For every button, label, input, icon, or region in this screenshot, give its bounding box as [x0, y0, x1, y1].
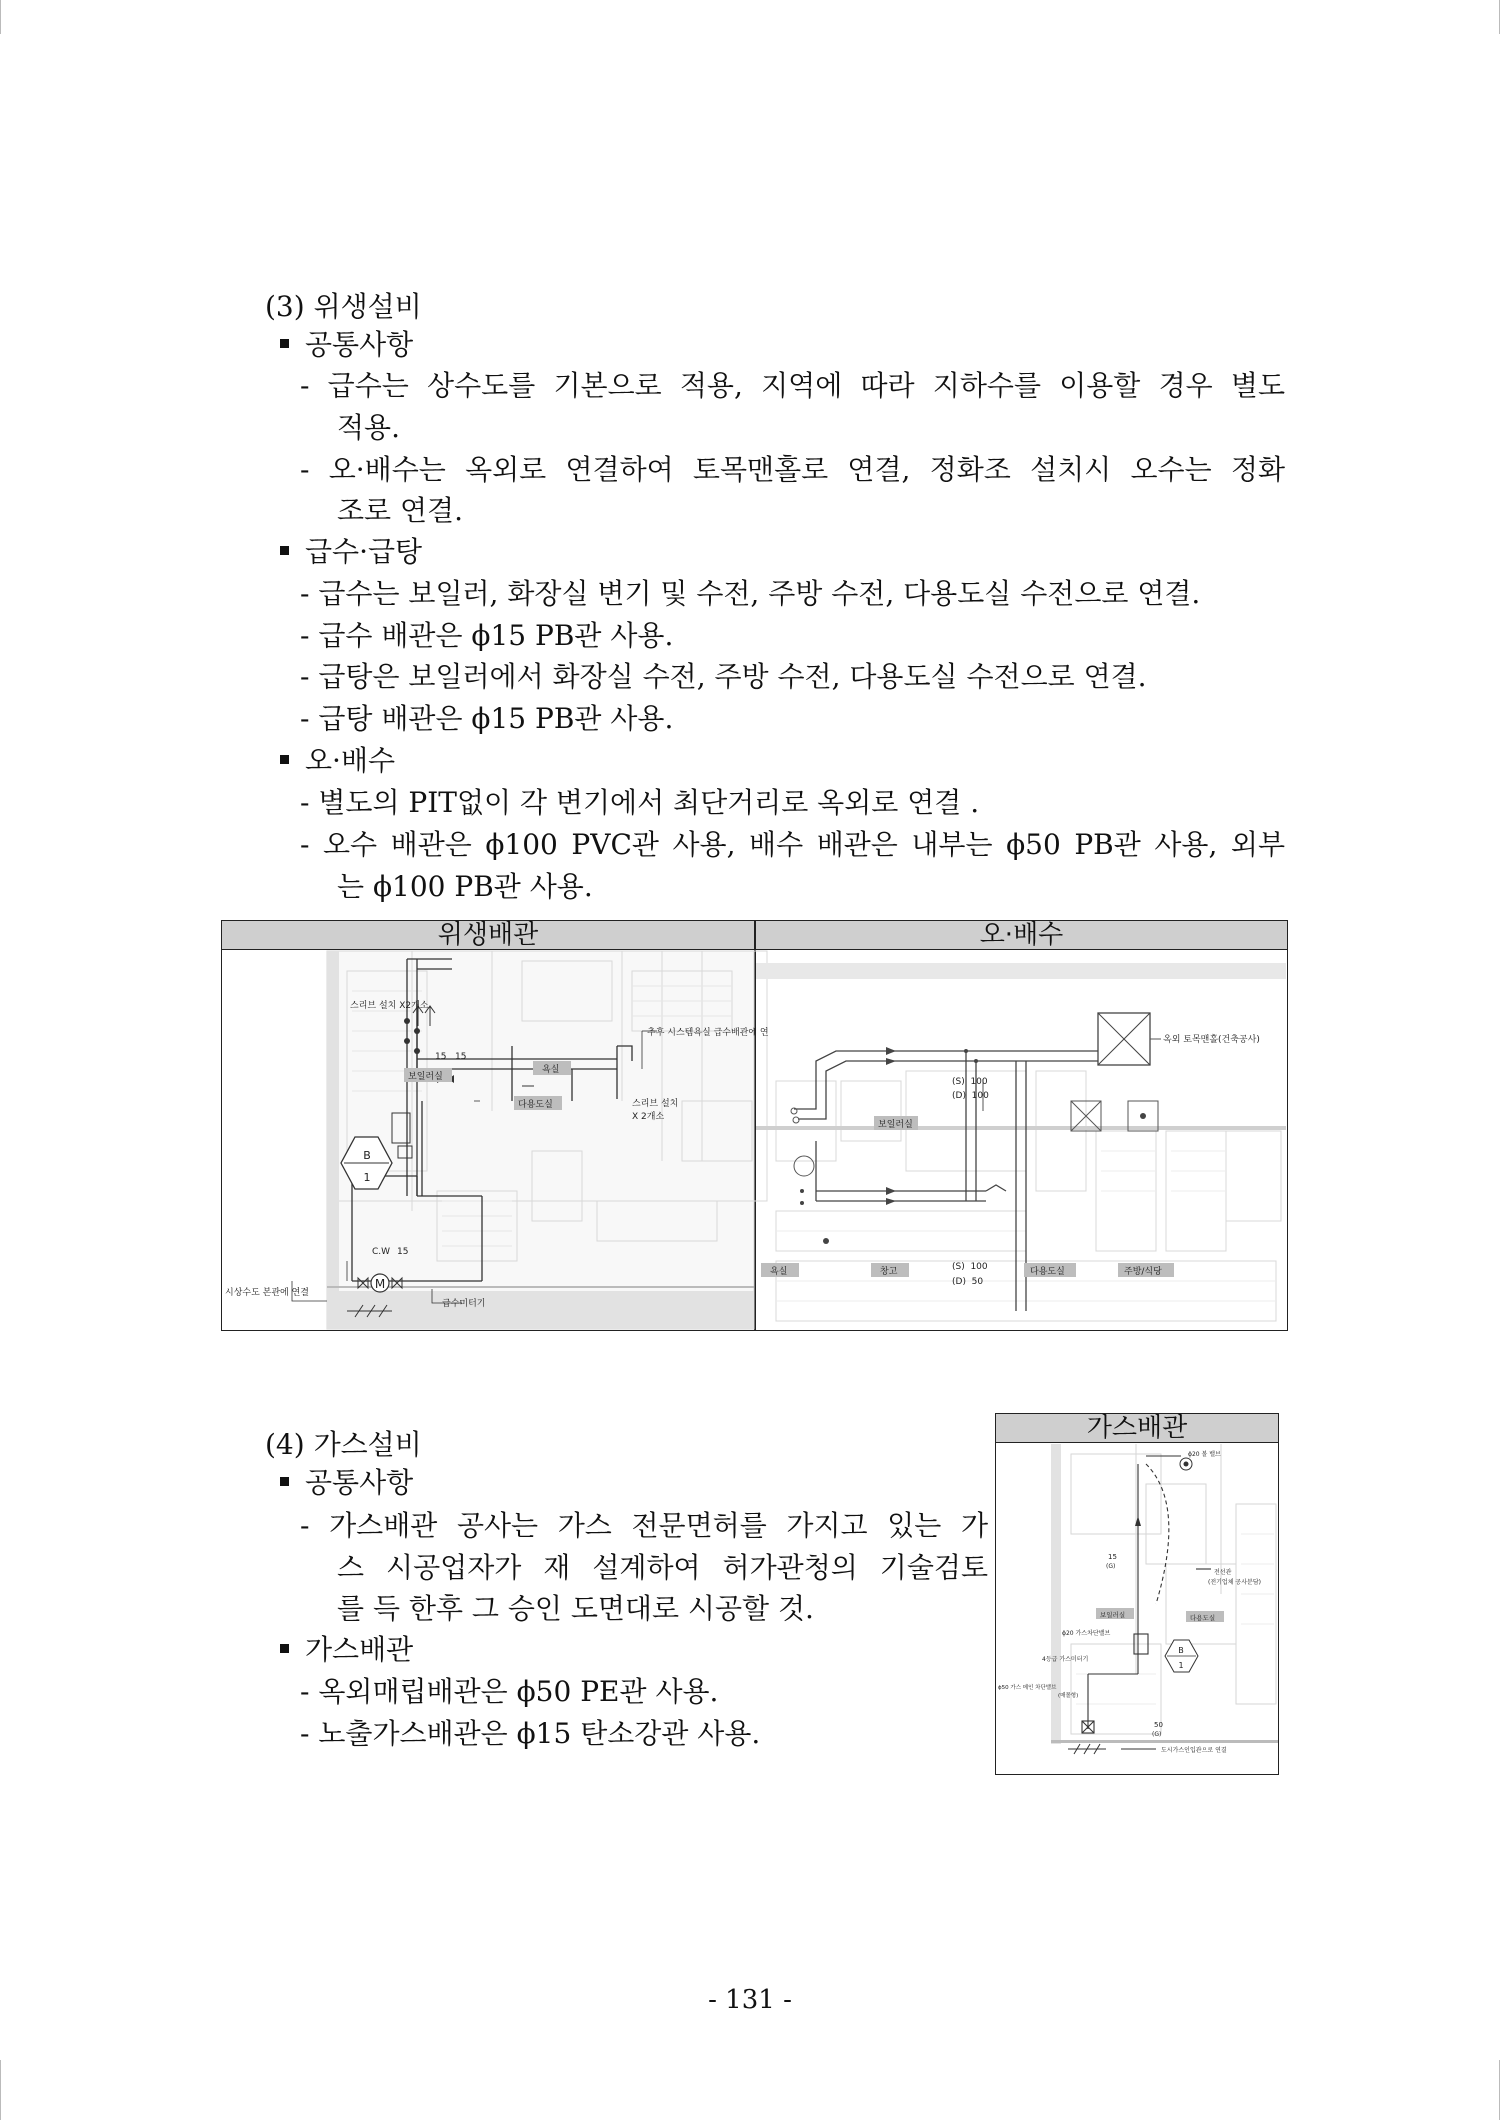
label-g-bottom: (G)	[1152, 1731, 1162, 1738]
label-main-connection: 시상수도 본관에 연결	[225, 1288, 309, 1298]
bullet-square	[280, 1477, 289, 1486]
label-dim-50: 50	[1154, 1721, 1163, 1729]
label-utility-room: 다용도실	[1030, 1267, 1065, 1277]
label-sleeve-2a: 스리브 설치	[632, 1099, 679, 1109]
sec3-supply-heading	[280, 532, 422, 572]
fig-title-plumbing: 위생배관	[437, 920, 539, 950]
sec3-drain-item	[300, 825, 1285, 865]
sec3-supply-title: 급수·급탕	[305, 535, 423, 568]
label-cw-15: 15	[397, 1247, 409, 1257]
label-buried-type: (매몰형)	[1058, 1693, 1079, 1699]
label-boiler-room: 보일러실	[878, 1120, 913, 1130]
label-s100-top: (S) 100	[952, 1077, 988, 1087]
text-line: - 급수는 상수도를 기본으로 적용, 지역에 따라 지하수를 이용할 경우 별도	[300, 369, 1285, 402]
text-line: - 오수 배관은 ϕ100 PVC관 사용, 배수 배관은 내부는 ϕ50 PB관 사용, 외부	[300, 828, 1285, 861]
label-conduit: 전선관	[1214, 1569, 1232, 1576]
fig-header-gas	[996, 1414, 1278, 1443]
label-utility-room: 다용도실	[1190, 1614, 1216, 1622]
label-cw: C.W	[372, 1247, 391, 1257]
sec4-pipe-title: 가스배관	[305, 1633, 414, 1666]
label-dimension: 15 15	[435, 1052, 467, 1062]
sec3-common-item-2-cont: 조로 연결.	[337, 494, 463, 527]
hex-label-bottom: 1	[363, 1171, 371, 1184]
sec3-common-item-1-cont: 적용.	[337, 411, 400, 444]
sec4-common-heading	[280, 1463, 413, 1503]
fig-header-left	[222, 921, 755, 950]
bullet-square	[280, 755, 289, 764]
label-outdoor-manhole: 옥외 토목맨홀(건축공사)	[1163, 1035, 1260, 1045]
fig-title-drainage: 오·배수	[979, 920, 1064, 950]
text-line: - 오·배수는 옥외로 연결하여 토목맨홀로 연결, 정화조 설치시 오수는 정화	[300, 453, 1285, 486]
sec4-pipe-heading	[280, 1630, 413, 1670]
sec3-common-title: 공통사항	[305, 328, 414, 361]
label-g-top: (G)	[1106, 1563, 1116, 1570]
sec3-drain-heading	[280, 741, 395, 781]
plumbing-figure-table	[221, 920, 1288, 1331]
label-boiler-room: 보일러실	[1100, 1611, 1126, 1619]
sec3-common-item-2	[300, 450, 1285, 490]
crop-mark	[0, 0, 1, 34]
bullet-square	[280, 339, 289, 348]
sec3-drain-title: 오·배수	[305, 744, 396, 777]
crop-mark	[0, 2060, 1, 2120]
label-sleeve-2b: X 2개소	[632, 1112, 665, 1122]
sec4-common-line-1	[300, 1506, 988, 1546]
sec4-common-line-2	[337, 1548, 988, 1588]
text-line: 스 시공업자가 재 설계하여 허가관청의 기술검토	[337, 1551, 988, 1584]
label-utility-room: 다용도실	[518, 1100, 553, 1110]
label-sleeve-1: 스리브 설치 X2개소	[350, 1001, 429, 1011]
label-ball-valve: ϕ20 볼 밸브	[1188, 1451, 1221, 1458]
sec3-supply-item: - 급탕은 보일러에서 화장실 수전, 주방 수전, 다용도실 수전으로 연결.	[300, 660, 1147, 693]
gas-figure-table	[995, 1413, 1279, 1775]
hex-label-top: B	[1178, 1646, 1184, 1655]
fig-title-gas: 가스배관	[1086, 1413, 1188, 1443]
label-kitchen: 주방/식당	[1124, 1267, 1162, 1277]
page-number: - 131 -	[708, 1985, 792, 2015]
section-3-title: (3) 위생설비	[265, 290, 422, 323]
label-water-meter: 급수미터기	[442, 1299, 486, 1309]
label-shutoff-valve: ϕ20 가스차단밸브	[1062, 1630, 1111, 1637]
text-line: - 가스배관 공사는 가스 전문면허를 가지고 있는 가	[300, 1509, 988, 1542]
sec3-drain-item-cont: 는 ϕ100 PB관 사용.	[337, 870, 593, 903]
hex-label-top: B	[363, 1149, 371, 1162]
label-conduit-note: (전기업체 공사분담)	[1208, 1579, 1261, 1586]
sec3-supply-item: - 급탕 배관은 ϕ15 PB관 사용.	[300, 702, 674, 735]
label-storage: 창고	[880, 1267, 898, 1277]
label-d50: (D) 50	[952, 1277, 984, 1287]
label-city-gas: 도시가스인입관으로 연결	[1161, 1747, 1227, 1754]
meter-symbol: M	[374, 1277, 386, 1291]
label-dim-15: 15	[1108, 1553, 1117, 1561]
sec3-drain-item: - 별도의 PIT없이 각 변기에서 최단거리로 옥외로 연결 .	[300, 786, 980, 819]
label-d100: (D) 100	[952, 1091, 989, 1101]
sec4-pipe-item: - 노출가스배관은 ϕ15 탄소강관 사용.	[300, 1717, 761, 1750]
plumbing-drawing	[222, 951, 769, 1329]
label-boiler-room: 보일러실	[408, 1072, 443, 1082]
label-gas-meter: 4등급 가스미터기	[1042, 1656, 1089, 1663]
fig-header-right	[756, 921, 1287, 950]
label-s100-bottom: (S) 100	[952, 1262, 988, 1272]
sec3-supply-item: - 급수는 보일러, 화장실 변기 및 수전, 주방 수전, 다용도실 수전으로 연결.	[300, 577, 1201, 610]
sec4-common-line-3: 를 득 한후 그 승인 도면대로 시공할 것.	[337, 1592, 814, 1625]
label-future-bath: 추후 시스템욕실 급수배관에 연	[647, 1028, 769, 1038]
hex-label-bottom: 1	[1178, 1661, 1184, 1670]
sec3-common-item-1	[300, 366, 1285, 406]
section-4-title: (4) 가스설비	[265, 1428, 422, 1461]
bullet-square	[280, 546, 289, 555]
drainage-drawing	[756, 951, 1286, 1329]
bullet-square	[280, 1644, 289, 1653]
sec4-common-title: 공통사항	[305, 1466, 414, 1499]
label-bathroom: 욕실	[770, 1267, 788, 1277]
sec4-pipe-item: - 옥외매립배관은 ϕ50 PE관 사용.	[300, 1675, 719, 1708]
label-main-shutoff: ϕ50 가스 메인 차단밸브	[998, 1685, 1057, 1691]
sec3-supply-item: - 급수 배관은 ϕ15 PB관 사용.	[300, 619, 674, 652]
sec3-common-heading	[280, 325, 413, 365]
label-bathroom: 욕실	[542, 1065, 560, 1075]
gas-drawing	[996, 1444, 1278, 1774]
